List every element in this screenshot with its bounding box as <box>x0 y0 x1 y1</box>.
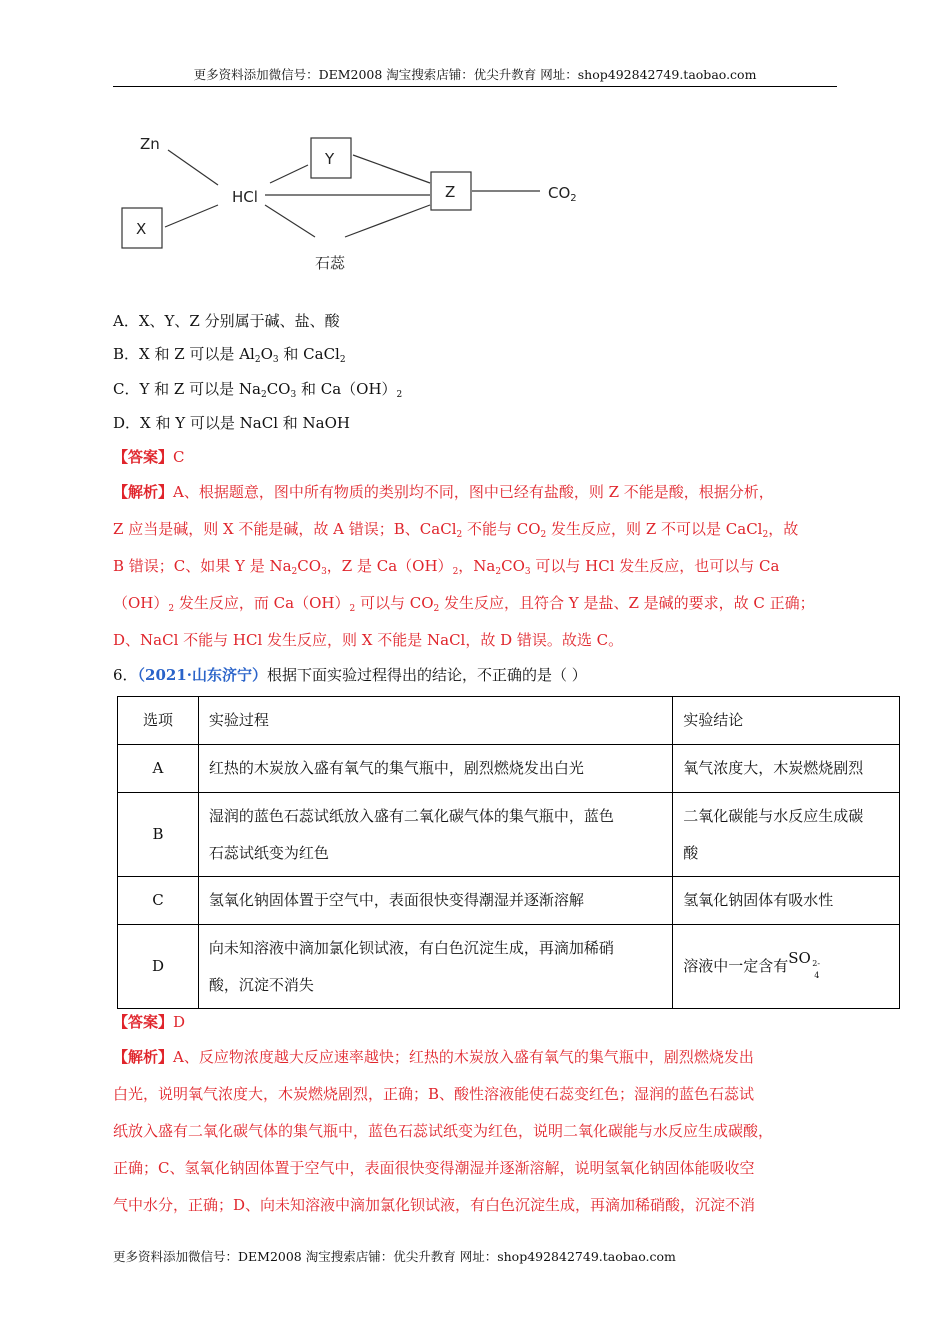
header-conclusion: 实验结论 <box>673 697 900 745</box>
line-hcl-y <box>270 165 308 183</box>
sulfate-ion: SO 2- 4 <box>788 949 821 980</box>
label-zn: Zn <box>140 135 160 153</box>
q6-analysis-line-1: 【解析】A、反应物浓度越大反应速率越快；红热的木炭放入盛有氧气的集气瓶中，剧烈燃烧发出 <box>113 1048 754 1066</box>
table-row: C 氢氧化钠固体置于空气中，表面很快变得潮湿并逐渐溶解 氢氧化钠固体有吸水性 <box>118 877 900 925</box>
option-d: D．X 和 Y 可以是 NaCl 和 NaOH <box>113 414 351 432</box>
q5-analysis-line-4: $(OH)_2$ 发生反应，而 $Ca(OH)_2$ 可以与 $CO_2$ 发生反应，且符合 Y 是盐、Z 是碱的要求，故 C 正确； <box>113 594 815 614</box>
q6-analysis-line-3: 纸放入盛有二氧化碳气体的集气瓶中，蓝色石蕊试纸变为红色，说明二氧化碳能与水反应生成碳酸， <box>113 1122 774 1140</box>
label-x: X <box>136 220 147 238</box>
q6-analysis-line-4: 正确；C、氢氧化钠固体置于空气中，表面很快变得潮湿并逐渐溶解，说明氢氧化钠固体能吸收空 <box>113 1159 755 1177</box>
experiment-table <box>117 696 900 1009</box>
option-b: B．X 和 Z 可以是 $Al_2O_3$ 和 CaCl$_2$ <box>113 345 346 365</box>
option-c: C．Y 和 Z 可以是 $Na_2CO_3$ 和 $Ca(OH)_2$ <box>113 380 403 400</box>
q6-analysis-line-5: 气中水分，正确；D、向未知溶液中滴加氯化钡试液，有白色沉淀生成，再滴加稀硝酸，沉淀不消 <box>113 1196 756 1214</box>
label-co2: $CO_2$ <box>548 184 577 204</box>
q6-analysis-line-2: 白光，说明氧气浓度大，木炭燃烧剧烈，正确；B、酸性溶液能使石蕊变红色；湿润的蓝色石蕊试 <box>113 1085 755 1103</box>
q5-analysis-line-5: D、NaCl 不能与 HCl 发生反应，则 X 不能是 NaCl，故 D 错误。故选 C。 <box>113 631 624 649</box>
label-y: Y <box>325 150 335 168</box>
reaction-diagram <box>110 125 600 275</box>
table-row: B 湿润的蓝色石蕊试纸放入盛有二氧化碳气体的集气瓶中，蓝色 石蕊试纸变为红色 二氧化碳能与水反应生成碳 酸 <box>118 793 900 877</box>
q6-answer: 【答案】D <box>113 1013 186 1031</box>
q5-answer: 【答案】C <box>113 448 185 466</box>
table-row: D 向未知溶液中滴加氯化钡试液，有白色沉淀生成，再滴加稀硝 酸，沉淀不消失 溶液中一定含有SO 2- 4 <box>118 925 900 1009</box>
line-hcl-litmus <box>265 205 315 237</box>
line-x-hcl <box>165 205 218 227</box>
header-option: 选项 <box>118 697 199 745</box>
label-z: Z <box>445 183 456 201</box>
q5-analysis-line-1: 【解析】A、根据题意，图中所有物质的类别均不同，图中已经有盐酸，则 Z 不能是酸，根据分析， <box>113 483 774 501</box>
option-a: A．X、Y、Z 分别属于碱、盐、酸 <box>113 312 340 330</box>
line-zn-hcl <box>168 150 218 185</box>
line-y-z <box>353 155 430 183</box>
label-hcl: HCl <box>232 188 258 206</box>
line-litmus-z <box>345 205 430 237</box>
q5-analysis-line-2: Z 应当是碱，则 X 不能是碱，故 A 错误；B、CaCl$_2$ 不能与 $CO_2$ 发生反应，则 Z 不可以是 CaCl$_2$，故 <box>113 520 799 540</box>
page-header: 更多资料添加微信号：DEM2008 淘宝搜索店铺：优尖升教育 网址：shop492842749.taobao.com <box>113 64 837 87</box>
table-header-row <box>118 697 900 745</box>
table-row: A 红热的木炭放入盛有氧气的集气瓶中，剧烈燃烧发出白光 氧气浓度大，木炭燃烧剧烈 <box>118 745 900 793</box>
q5-analysis-line-3: B 错误；C、如果 Y 是 $Na_2CO_3$，Z 是 $Ca(OH)_2$，$Na_2CO_3$ 可以与 HCl 发生反应，也可以与 Ca <box>113 557 780 577</box>
header-process: 实验过程 <box>198 697 672 745</box>
q6-stem: 6．（2021·山东济宁）根据下面实验过程得出的结论，不正确的是（ ） <box>113 666 587 684</box>
label-litmus: 石蕊 <box>315 254 346 272</box>
page-footer: 更多资料添加微信号：DEM2008 淘宝搜索店铺：优尖升教育 网址：shop492842749.taobao.com <box>113 1249 676 1264</box>
